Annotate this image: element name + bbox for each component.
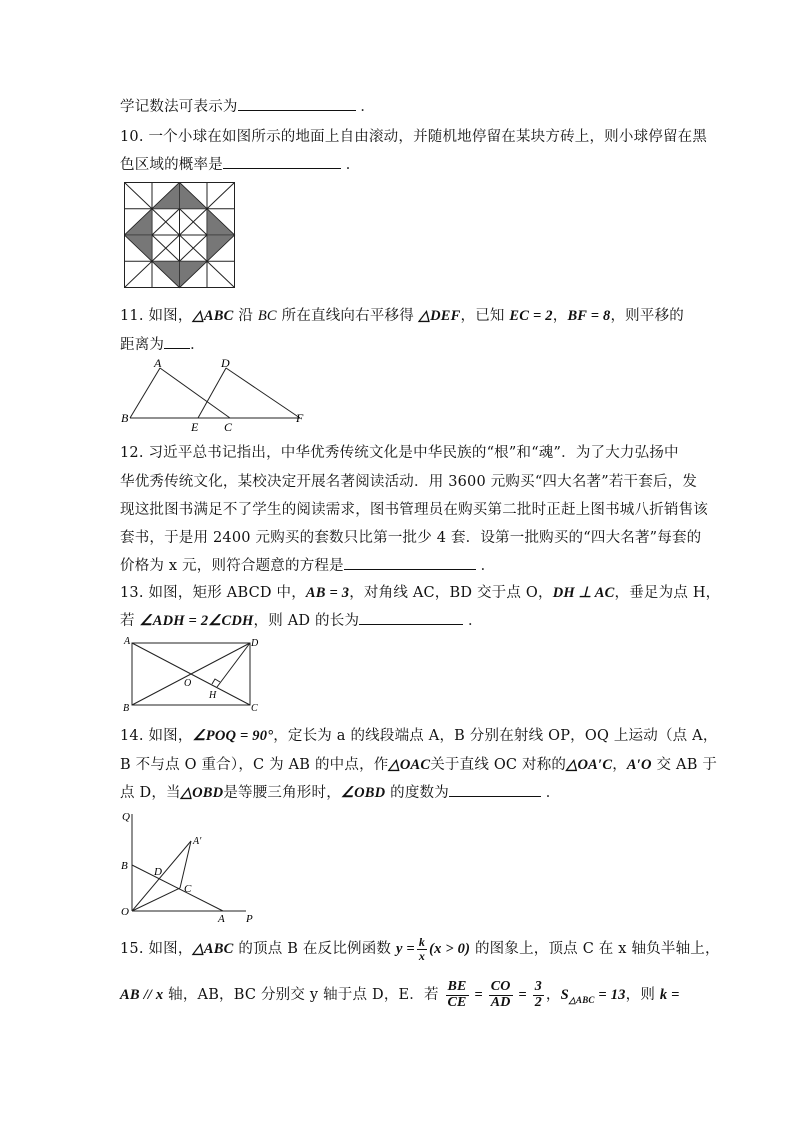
q9-line: 学记数法可表示为 ． <box>120 99 376 115</box>
q11-label-f: F <box>296 411 304 425</box>
q13-label-d: D <box>251 638 259 649</box>
q12-line-3: 现这批图书满足不了学生的阅读需求，图书管理员在购买第二批时正赶上图书城八折销售该 <box>120 502 708 518</box>
q11-t4: ， <box>552 308 568 324</box>
q13-label-o: O <box>184 678 192 689</box>
q11-t2: 所在直线向右平移得 <box>276 308 419 324</box>
q14-t8: 是等腰三角形时， <box>223 785 341 801</box>
q15-frac-k-den: x <box>418 948 426 963</box>
q15-y-eq: y = <box>395 941 415 958</box>
q15-frac2-num: CO <box>490 979 511 994</box>
q15-frac2-den: AD <box>490 994 511 1010</box>
q13-t4: 若 <box>120 613 140 629</box>
q13-line-1 <box>120 581 720 602</box>
q14-label-b: B <box>121 860 128 872</box>
q11-label-e: E <box>191 420 199 434</box>
q13-label-h: H <box>209 690 217 701</box>
q13-angle: ∠ADH = 2∠CDH <box>139 613 254 629</box>
q15-t3: 的图象上，顶点 C 在 x 轴负半轴上， <box>470 941 720 958</box>
q14-line-3: 点 D，当△OBD是等腰三角形时，∠OBD 的度数为 ． <box>120 785 561 801</box>
q14-oac: △OAC <box>388 757 431 773</box>
q11-abc: △ABC <box>192 308 234 324</box>
q15-frac1-num: BE <box>447 979 467 994</box>
q9-answer-blank[interactable] <box>238 98 356 111</box>
q15-s: S <box>560 987 569 1004</box>
q15-frac3-den: 2 <box>534 994 542 1010</box>
q15-frac-be-ce <box>446 980 469 1010</box>
q14-t9: 的度数为 <box>385 785 449 801</box>
q13-rectangle-figure <box>120 634 265 714</box>
q14-t2: ，定长为 a 的线段端点 A，B 分别在射线 OP，OQ 上运动（点 A， <box>273 728 718 744</box>
q11-t5: ，则平移的 <box>610 308 684 324</box>
q14-oa2c: △OA′C <box>566 757 613 773</box>
q14-t6: 交 AB 于 <box>651 757 718 773</box>
q14-t5: ， <box>612 757 627 773</box>
q14-label-c: C <box>184 883 192 895</box>
q15-abc: △ABC <box>192 941 234 958</box>
q9-text: 学记数法可表示为 <box>120 99 238 115</box>
q11-label-d: D <box>221 356 230 370</box>
q14-t3: B 不与点 O 重合），C 为 AB 的中点，作 <box>120 757 389 773</box>
q14-line-1 <box>120 724 718 745</box>
q11-label-b: B <box>121 411 129 425</box>
q13-label-a: A <box>124 636 131 647</box>
q13-answer-blank[interactable] <box>359 612 463 625</box>
q13-line-2: 若 ∠ADH = 2∠CDH，则 AD 的长为 ． <box>120 613 483 629</box>
q10-line-1: 10. 一个小球在如图所示的地面上自由滚动，并随机地停留在某块方砖上，则小球停留在黑 <box>120 129 708 145</box>
q15-ab-parallel: AB // x <box>120 987 164 1004</box>
q14-answer-blank[interactable] <box>449 784 541 797</box>
q15-k-eq: k = <box>659 987 680 1004</box>
q15-t6: ，则 <box>625 987 660 1004</box>
q11-t1: 沿 <box>233 308 258 324</box>
q15-line-1 <box>120 936 720 962</box>
q14-label-a-prime: A′ <box>193 836 202 847</box>
q15-t4: 轴，AB，BC 分别交 y 轴于点 D，E．若 <box>163 987 444 1004</box>
q10-tile-figure <box>124 182 236 289</box>
q14-t1: 14. 如图， <box>120 728 193 744</box>
q11-label-c: C <box>224 420 233 434</box>
q11-bf: BF = 8 <box>567 308 611 324</box>
q14-t7: 点 D，当 <box>120 785 181 801</box>
q11-line-1 <box>120 304 684 325</box>
q11-translation-figure <box>118 356 318 434</box>
q14-angle: ∠POQ = 90° <box>192 728 274 744</box>
q13-label-b: B <box>123 703 130 714</box>
q15-frac-3-2 <box>533 980 544 1010</box>
q13-t2: ，对角线 AC，BD 交于点 O， <box>349 585 553 601</box>
q13-label-c: C <box>251 703 258 714</box>
q10-line-2: 色区域的概率是 ． <box>120 157 361 173</box>
q11-answer-blank[interactable] <box>164 336 190 349</box>
q11-line2-text: 距离为 <box>120 337 165 353</box>
q12-line-2: 华优秀传统文化，某校决定开展名著阅读活动．用 3600 元购买“四大名著”若干套后，发 <box>120 474 698 490</box>
q11-line-2: 距离为 ． <box>120 337 205 353</box>
q11-label-a: A <box>154 356 162 370</box>
q15-domain: (x > 0) <box>429 941 471 958</box>
q15-frac-k-over-x <box>417 936 427 962</box>
q15-line-2 <box>120 980 680 1010</box>
q14-a2o: A′O <box>626 757 652 773</box>
q15-eq1: = <box>470 987 487 1004</box>
q10-text: 色区域的概率是 <box>120 157 223 173</box>
q15-frac-k-num: k <box>418 935 426 949</box>
q15-t2: 的顶点 B 在反比例函数 <box>233 941 396 958</box>
q10-answer-blank[interactable] <box>223 156 341 169</box>
q12-line-4: 套书，于是用 2400 元购买的套数只比第一批少 4 套．设第一批购买的“四大名著”每套的 <box>120 530 702 546</box>
q15-eq2: = <box>514 987 531 1004</box>
q13-t5: ，则 AD 的长为 <box>253 613 360 629</box>
q11-def: △DEF <box>418 308 461 324</box>
q11-ec: EC = 2 <box>509 308 553 324</box>
q15-frac3-num: 3 <box>534 979 542 994</box>
q14-figure <box>118 808 268 924</box>
q14-label-q: Q <box>122 811 130 823</box>
q14-label-p: P <box>246 913 253 924</box>
q14-t4: 关于直线 OC 对称的 <box>430 757 567 773</box>
q15-s-value: = 13 <box>594 987 626 1004</box>
q12-line-1: 12. 习近平总书记指出，中华优秀传统文化是中华民族的“根”和“魂”．为了大力弘扬中 <box>120 445 679 461</box>
q11-t3: ，已知 <box>460 308 510 324</box>
q14-line-2 <box>120 753 717 774</box>
q15-t1: 15. 如图， <box>120 941 193 958</box>
q11-num: 11. 如图， <box>120 308 193 324</box>
q12-answer-blank[interactable] <box>344 557 476 570</box>
q12-line-5: 价格为 x 元，则符合题意的方程是 ． <box>120 558 496 574</box>
q13-t3: ，垂足为点 H， <box>614 585 721 601</box>
q15-t5: ， <box>545 987 561 1004</box>
q15-frac-co-ad <box>489 980 513 1010</box>
q13-t1: 13. 如图，矩形 ABCD 中， <box>120 585 306 601</box>
q14-obd: △OBD <box>180 785 224 801</box>
q14-angle-obd: ∠OBD <box>340 785 386 801</box>
q15-s-sub: △ABC <box>568 995 595 1006</box>
q11-bc: BC <box>257 308 277 324</box>
q14-label-a: A <box>218 913 225 924</box>
q13-ab: AB = 3 <box>305 585 350 601</box>
q12-line5-text: 价格为 x 元，则符合题意的方程是 <box>120 558 344 574</box>
q14-label-d: D <box>154 866 162 878</box>
q13-dh: DH ⊥ AC <box>552 585 615 601</box>
q14-label-o: O <box>121 906 129 918</box>
q15-frac1-den: CE <box>447 994 467 1010</box>
